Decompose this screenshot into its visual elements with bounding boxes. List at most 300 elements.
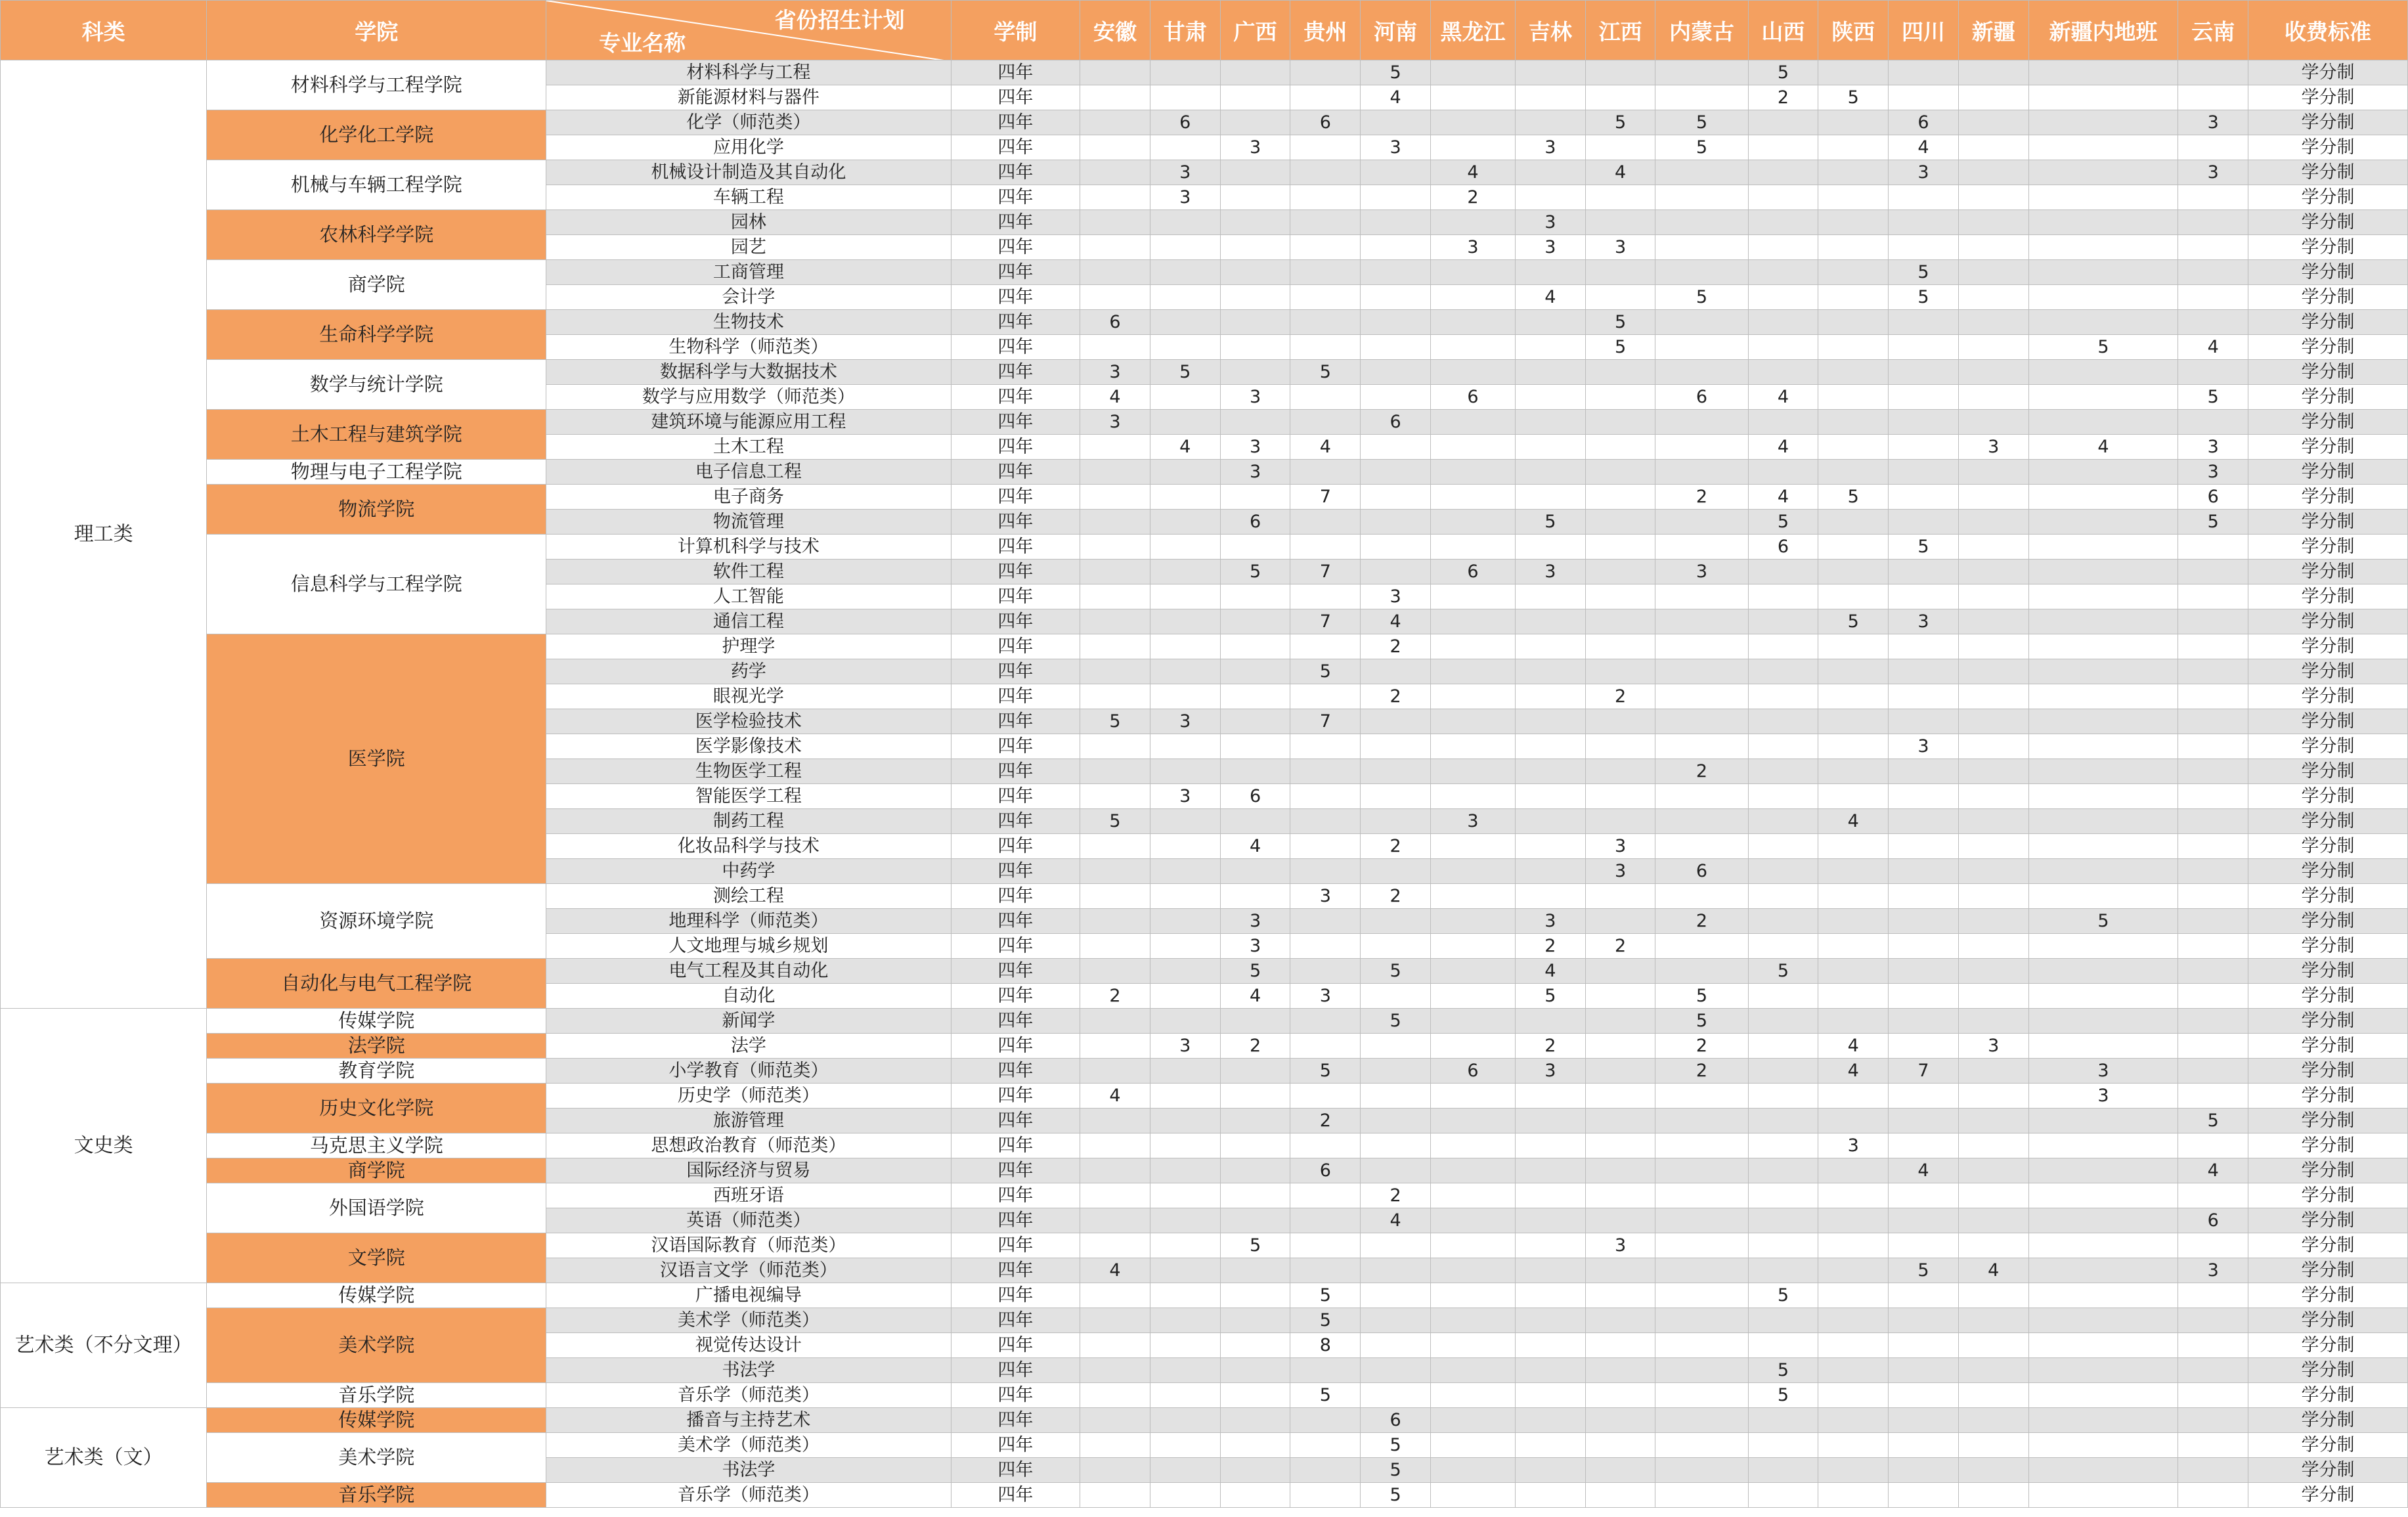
quota-cell — [1958, 709, 2028, 734]
quota-cell — [1958, 884, 2028, 909]
quota-cell — [1361, 759, 1431, 784]
quota-cell — [1080, 859, 1150, 884]
quota-cell — [1220, 310, 1290, 335]
quota-cell — [1290, 235, 1361, 260]
quota-cell — [2028, 535, 2178, 560]
duration-cell: 四年 — [951, 1133, 1080, 1158]
quota-cell — [2178, 1009, 2248, 1034]
quota-cell — [1585, 1034, 1655, 1059]
quota-cell — [2028, 1133, 2178, 1158]
quota-cell — [1958, 135, 2028, 160]
major-cell: 数学与应用数学（师范类） — [546, 385, 952, 410]
quota-cell — [2028, 734, 2178, 759]
quota-cell — [1150, 1433, 1220, 1458]
quota-cell — [1430, 1458, 1515, 1483]
quota-cell — [1585, 1358, 1655, 1383]
quota-cell: 5 — [1655, 135, 1748, 160]
major-cell: 美术学（师范类） — [546, 1308, 952, 1333]
quota-cell — [1818, 260, 1889, 285]
quota-cell — [1515, 584, 1585, 609]
quota-cell — [1889, 1483, 1959, 1508]
quota-cell — [2028, 884, 2178, 909]
duration-cell: 四年 — [951, 185, 1080, 210]
quota-cell — [1430, 410, 1515, 435]
quota-cell — [1515, 1333, 1585, 1358]
quota-cell — [1361, 510, 1431, 535]
quota-cell — [1220, 260, 1290, 285]
fee-cell: 学分制 — [2248, 210, 2408, 235]
quota-cell — [1958, 1308, 2028, 1333]
fee-cell: 学分制 — [2248, 285, 2408, 310]
quota-cell — [1361, 1158, 1431, 1183]
quota-cell: 2 — [1361, 834, 1431, 859]
quota-cell — [1080, 834, 1150, 859]
major-cell: 播音与主持艺术 — [546, 1408, 952, 1433]
quota-cell — [1080, 235, 1150, 260]
major-cell: 电子商务 — [546, 485, 952, 510]
quota-cell — [1361, 734, 1431, 759]
quota-cell: 5 — [1889, 285, 1959, 310]
quota-cell — [2178, 684, 2248, 709]
duration-cell: 四年 — [951, 1233, 1080, 1258]
quota-cell — [1655, 609, 1748, 634]
quota-cell — [1585, 709, 1655, 734]
quota-cell — [1748, 734, 1818, 759]
quota-cell — [1818, 1009, 1889, 1034]
quota-cell — [1290, 734, 1361, 759]
quota-cell — [1515, 784, 1585, 809]
fee-cell: 学分制 — [2248, 310, 2408, 335]
duration-cell: 四年 — [951, 884, 1080, 909]
quota-cell — [1748, 1433, 1818, 1458]
table-row — [1, 535, 2408, 560]
quota-cell — [1220, 285, 1290, 310]
quota-cell: 3 — [1290, 984, 1361, 1009]
quota-cell — [2028, 684, 2178, 709]
quota-cell — [2178, 360, 2248, 385]
table-row — [1, 1084, 2408, 1109]
quota-cell — [2178, 884, 2248, 909]
quota-cell: 3 — [1150, 160, 1220, 185]
quota-cell — [1655, 634, 1748, 659]
major-cell: 历史学（师范类） — [546, 1084, 952, 1109]
quota-cell — [2178, 560, 2248, 584]
quota-cell — [1150, 909, 1220, 934]
college-cell: 物理与电子工程学院 — [207, 460, 546, 485]
quota-cell: 3 — [2178, 160, 2248, 185]
quota-cell: 4 — [1430, 160, 1515, 185]
college-cell: 音乐学院 — [207, 1483, 546, 1508]
duration-cell: 四年 — [951, 435, 1080, 460]
quota-cell — [1889, 360, 1959, 385]
duration-cell: 四年 — [951, 260, 1080, 285]
quota-cell — [1655, 1308, 1748, 1333]
quota-cell — [1515, 609, 1585, 634]
duration-cell: 四年 — [951, 1433, 1080, 1458]
quota-cell — [1150, 385, 1220, 410]
fee-cell: 学分制 — [2248, 1383, 2408, 1408]
quota-cell — [1655, 1233, 1748, 1258]
quota-cell: 2 — [1655, 1059, 1748, 1084]
college-cell: 美术学院 — [207, 1308, 546, 1383]
duration-cell: 四年 — [951, 1059, 1080, 1084]
quota-cell — [2178, 1458, 2248, 1483]
major-cell: 汉语言文学（师范类） — [546, 1258, 952, 1283]
quota-cell — [1430, 435, 1515, 460]
quota-cell — [1220, 1333, 1290, 1358]
quota-cell — [1290, 410, 1361, 435]
fee-cell: 学分制 — [2248, 1233, 2408, 1258]
fee-cell: 学分制 — [2248, 360, 2408, 385]
quota-cell — [1585, 984, 1655, 1009]
quota-cell — [1220, 1358, 1290, 1383]
quota-cell — [1080, 1308, 1150, 1333]
table-row — [1, 210, 2408, 235]
quota-cell: 3 — [1958, 1034, 2028, 1059]
quota-cell — [1080, 1208, 1150, 1233]
quota-cell: 4 — [2178, 1158, 2248, 1183]
quota-cell — [1889, 659, 1959, 684]
major-cell: 数据科学与大数据技术 — [546, 360, 952, 385]
college-cell: 生命科学学院 — [207, 310, 546, 360]
quota-cell: 7 — [1889, 1059, 1959, 1084]
quota-cell — [1220, 160, 1290, 185]
quota-cell — [1748, 1483, 1818, 1508]
quota-cell: 5 — [1655, 285, 1748, 310]
quota-cell — [1958, 1158, 2028, 1183]
quota-cell — [1080, 510, 1150, 535]
header-plan: 省份招生计划 — [774, 7, 905, 33]
duration-cell: 四年 — [951, 385, 1080, 410]
duration-cell: 四年 — [951, 410, 1080, 435]
header-fee: 收费标准 — [2248, 1, 2408, 60]
quota-cell — [1818, 1383, 1889, 1408]
quota-cell — [1290, 285, 1361, 310]
quota-cell — [1150, 510, 1220, 535]
college-cell: 商学院 — [207, 1158, 546, 1183]
quota-cell — [1515, 859, 1585, 884]
quota-cell — [1290, 1133, 1361, 1158]
quota-cell — [1818, 135, 1889, 160]
quota-cell — [2028, 135, 2178, 160]
quota-cell — [1515, 1458, 1585, 1483]
quota-cell — [1958, 934, 2028, 959]
college-cell: 传媒学院 — [207, 1283, 546, 1308]
quota-cell — [2178, 784, 2248, 809]
quota-cell — [1655, 460, 1748, 485]
quota-cell — [1889, 834, 1959, 859]
quota-cell — [1958, 1483, 2028, 1508]
quota-cell — [1818, 335, 1889, 360]
quota-cell — [1220, 1483, 1290, 1508]
duration-cell: 四年 — [951, 1009, 1080, 1034]
quota-cell — [1818, 1233, 1889, 1258]
quota-cell — [1818, 684, 1889, 709]
quota-cell — [1889, 1458, 1959, 1483]
quota-cell — [2028, 1408, 2178, 1433]
quota-cell: 7 — [1290, 560, 1361, 584]
quota-cell — [1361, 485, 1431, 510]
quota-cell — [1080, 584, 1150, 609]
quota-cell — [2178, 1283, 2248, 1308]
quota-cell: 3 — [1889, 609, 1959, 634]
quota-cell — [2028, 485, 2178, 510]
quota-cell — [1220, 60, 1290, 85]
quota-cell — [1220, 85, 1290, 110]
quota-cell — [1430, 1358, 1515, 1383]
quota-cell: 5 — [1361, 959, 1431, 984]
quota-cell — [1150, 1358, 1220, 1383]
quota-cell — [1515, 260, 1585, 285]
quota-cell — [1290, 1483, 1361, 1508]
quota-cell — [1361, 110, 1431, 135]
quota-cell — [1889, 1009, 1959, 1034]
quota-cell — [1361, 1233, 1431, 1258]
quota-cell — [1430, 1084, 1515, 1109]
quota-cell — [1430, 510, 1515, 535]
quota-cell — [2178, 1133, 2248, 1158]
quota-cell — [1889, 85, 1959, 110]
quota-cell — [2178, 734, 2248, 759]
quota-cell — [1818, 310, 1889, 335]
quota-cell — [1515, 1233, 1585, 1258]
quota-cell — [1290, 634, 1361, 659]
fee-cell: 学分制 — [2248, 1009, 2408, 1034]
quota-cell: 2 — [1655, 759, 1748, 784]
quota-cell — [1290, 460, 1361, 485]
quota-cell — [1515, 809, 1585, 834]
quota-cell — [1080, 1183, 1150, 1208]
quota-cell — [1515, 410, 1585, 435]
quota-cell — [1290, 185, 1361, 210]
quota-cell — [1655, 1383, 1748, 1408]
duration-cell: 四年 — [951, 1383, 1080, 1408]
quota-cell — [1220, 1383, 1290, 1408]
quota-cell — [1361, 859, 1431, 884]
quota-cell: 5 — [1655, 984, 1748, 1009]
quota-cell — [1515, 1183, 1585, 1208]
quota-cell — [1889, 560, 1959, 584]
quota-cell: 5 — [1220, 1233, 1290, 1258]
quota-cell — [1889, 1333, 1959, 1358]
quota-cell: 2 — [1748, 85, 1818, 110]
quota-cell: 3 — [1655, 560, 1748, 584]
quota-cell — [1430, 1133, 1515, 1158]
quota-cell: 3 — [1220, 135, 1290, 160]
major-cell: 材料科学与工程 — [546, 60, 952, 85]
quota-cell — [1515, 1408, 1585, 1433]
quota-cell — [1080, 210, 1150, 235]
quota-cell — [1220, 684, 1290, 709]
major-cell: 测绘工程 — [546, 884, 952, 909]
duration-cell: 四年 — [951, 310, 1080, 335]
major-cell: 医学影像技术 — [546, 734, 952, 759]
quota-cell: 5 — [1818, 609, 1889, 634]
quota-cell: 5 — [1361, 1009, 1431, 1034]
quota-cell — [1430, 1034, 1515, 1059]
quota-cell — [2178, 285, 2248, 310]
quota-cell — [2178, 1308, 2248, 1333]
quota-cell — [2028, 460, 2178, 485]
quota-cell: 4 — [1361, 609, 1431, 634]
quota-cell — [1585, 1084, 1655, 1109]
quota-cell — [1655, 1358, 1748, 1383]
quota-cell — [1361, 984, 1431, 1009]
quota-cell — [2028, 659, 2178, 684]
fee-cell: 学分制 — [2248, 1183, 2408, 1208]
quota-cell — [1150, 1458, 1220, 1483]
quota-cell — [1889, 335, 1959, 360]
quota-cell — [1889, 909, 1959, 934]
quota-cell — [2028, 410, 2178, 435]
quota-cell — [1889, 435, 1959, 460]
college-cell: 材料科学与工程学院 — [207, 60, 546, 110]
fee-cell: 学分制 — [2248, 335, 2408, 360]
quota-cell — [1080, 1034, 1150, 1059]
quota-cell: 3 — [1515, 560, 1585, 584]
quota-cell — [2178, 210, 2248, 235]
quota-cell — [1430, 834, 1515, 859]
quota-cell — [1958, 959, 2028, 984]
quota-cell: 5 — [1150, 360, 1220, 385]
quota-cell — [2028, 1158, 2178, 1183]
quota-cell — [1150, 1059, 1220, 1084]
quota-cell — [1748, 235, 1818, 260]
quota-cell — [1080, 909, 1150, 934]
quota-cell — [1958, 535, 2028, 560]
quota-cell — [1889, 809, 1959, 834]
duration-cell: 四年 — [951, 1109, 1080, 1133]
quota-cell — [1220, 1109, 1290, 1133]
quota-cell — [1150, 1333, 1220, 1358]
quota-cell — [1430, 335, 1515, 360]
quota-cell — [1585, 884, 1655, 909]
quota-cell — [1958, 759, 2028, 784]
quota-cell — [1748, 934, 1818, 959]
quota-cell — [2028, 185, 2178, 210]
fee-cell: 学分制 — [2248, 834, 2408, 859]
quota-cell — [1958, 560, 2028, 584]
quota-cell — [1430, 1258, 1515, 1283]
major-cell: 软件工程 — [546, 560, 952, 584]
quota-cell: 4 — [1361, 85, 1431, 110]
quota-cell: 5 — [1748, 1283, 1818, 1308]
quota-cell: 6 — [1150, 110, 1220, 135]
quota-cell: 4 — [1748, 435, 1818, 460]
quota-cell — [1220, 1283, 1290, 1308]
quota-cell — [1655, 510, 1748, 535]
quota-cell — [1080, 1109, 1150, 1133]
fee-cell: 学分制 — [2248, 1358, 2408, 1383]
quota-cell — [1430, 984, 1515, 1009]
quota-cell — [1748, 584, 1818, 609]
quota-cell — [1748, 410, 1818, 435]
quota-cell — [1748, 335, 1818, 360]
quota-cell — [2028, 1308, 2178, 1333]
quota-cell — [1748, 684, 1818, 709]
college-cell: 自动化与电气工程学院 — [207, 959, 546, 1009]
quota-cell — [1220, 210, 1290, 235]
quota-cell — [1430, 934, 1515, 959]
quota-cell: 3 — [1889, 734, 1959, 759]
quota-cell — [1290, 1034, 1361, 1059]
quota-cell — [2028, 1034, 2178, 1059]
quota-cell — [2178, 235, 2248, 260]
duration-cell: 四年 — [951, 1358, 1080, 1383]
quota-cell — [2028, 110, 2178, 135]
quota-cell — [1290, 60, 1361, 85]
quota-cell: 4 — [1818, 809, 1889, 834]
quota-cell: 2 — [1080, 984, 1150, 1009]
fee-cell: 学分制 — [2248, 859, 2408, 884]
quota-cell — [1220, 485, 1290, 510]
quota-cell — [1958, 1059, 2028, 1084]
major-cell: 化学（师范类） — [546, 110, 952, 135]
quota-cell — [1515, 734, 1585, 759]
quota-cell — [1361, 1358, 1431, 1383]
quota-cell — [1655, 1183, 1748, 1208]
quota-cell — [2178, 1084, 2248, 1109]
quota-cell — [1958, 1009, 2028, 1034]
quota-cell — [1150, 934, 1220, 959]
quota-cell — [1889, 1233, 1959, 1258]
table-row — [1, 1408, 2408, 1433]
quota-cell — [1150, 834, 1220, 859]
quota-cell — [1655, 360, 1748, 385]
quota-cell — [1889, 959, 1959, 984]
quota-cell — [1150, 1408, 1220, 1433]
duration-cell: 四年 — [951, 560, 1080, 584]
quota-cell: 4 — [1585, 160, 1655, 185]
quota-cell — [2178, 934, 2248, 959]
major-cell: 新闻学 — [546, 1009, 952, 1034]
quota-cell — [1430, 1333, 1515, 1358]
quota-cell — [1220, 335, 1290, 360]
quota-cell — [1290, 160, 1361, 185]
quota-cell — [1889, 784, 1959, 809]
fee-cell: 学分制 — [2248, 1109, 2408, 1133]
quota-cell: 2 — [1655, 1034, 1748, 1059]
quota-cell — [1655, 834, 1748, 859]
major-cell: 音乐学（师范类） — [546, 1383, 952, 1408]
quota-cell — [1515, 310, 1585, 335]
major-cell: 西班牙语 — [546, 1183, 952, 1208]
major-cell: 机械设计制造及其自动化 — [546, 160, 952, 185]
table-row — [1, 1133, 2408, 1158]
quota-cell — [1080, 684, 1150, 709]
quota-cell — [1958, 859, 2028, 884]
quota-cell — [1515, 110, 1585, 135]
major-cell: 车辆工程 — [546, 185, 952, 210]
quota-cell — [1958, 1458, 2028, 1483]
quota-cell — [1818, 909, 1889, 934]
quota-cell — [2178, 909, 2248, 934]
category-cell: 文史类 — [1, 1009, 207, 1283]
quota-cell — [1585, 659, 1655, 684]
college-cell: 医学院 — [207, 634, 546, 884]
quota-cell — [1430, 360, 1515, 385]
quota-cell — [1150, 659, 1220, 684]
quota-cell — [2028, 1009, 2178, 1034]
quota-cell — [1290, 809, 1361, 834]
header-province: 贵州 — [1290, 1, 1361, 60]
major-cell: 护理学 — [546, 634, 952, 659]
quota-cell — [1958, 110, 2028, 135]
quota-cell — [1748, 1258, 1818, 1283]
major-cell: 人文地理与城乡规划 — [546, 934, 952, 959]
quota-cell — [1430, 1233, 1515, 1258]
quota-cell — [1150, 1158, 1220, 1183]
